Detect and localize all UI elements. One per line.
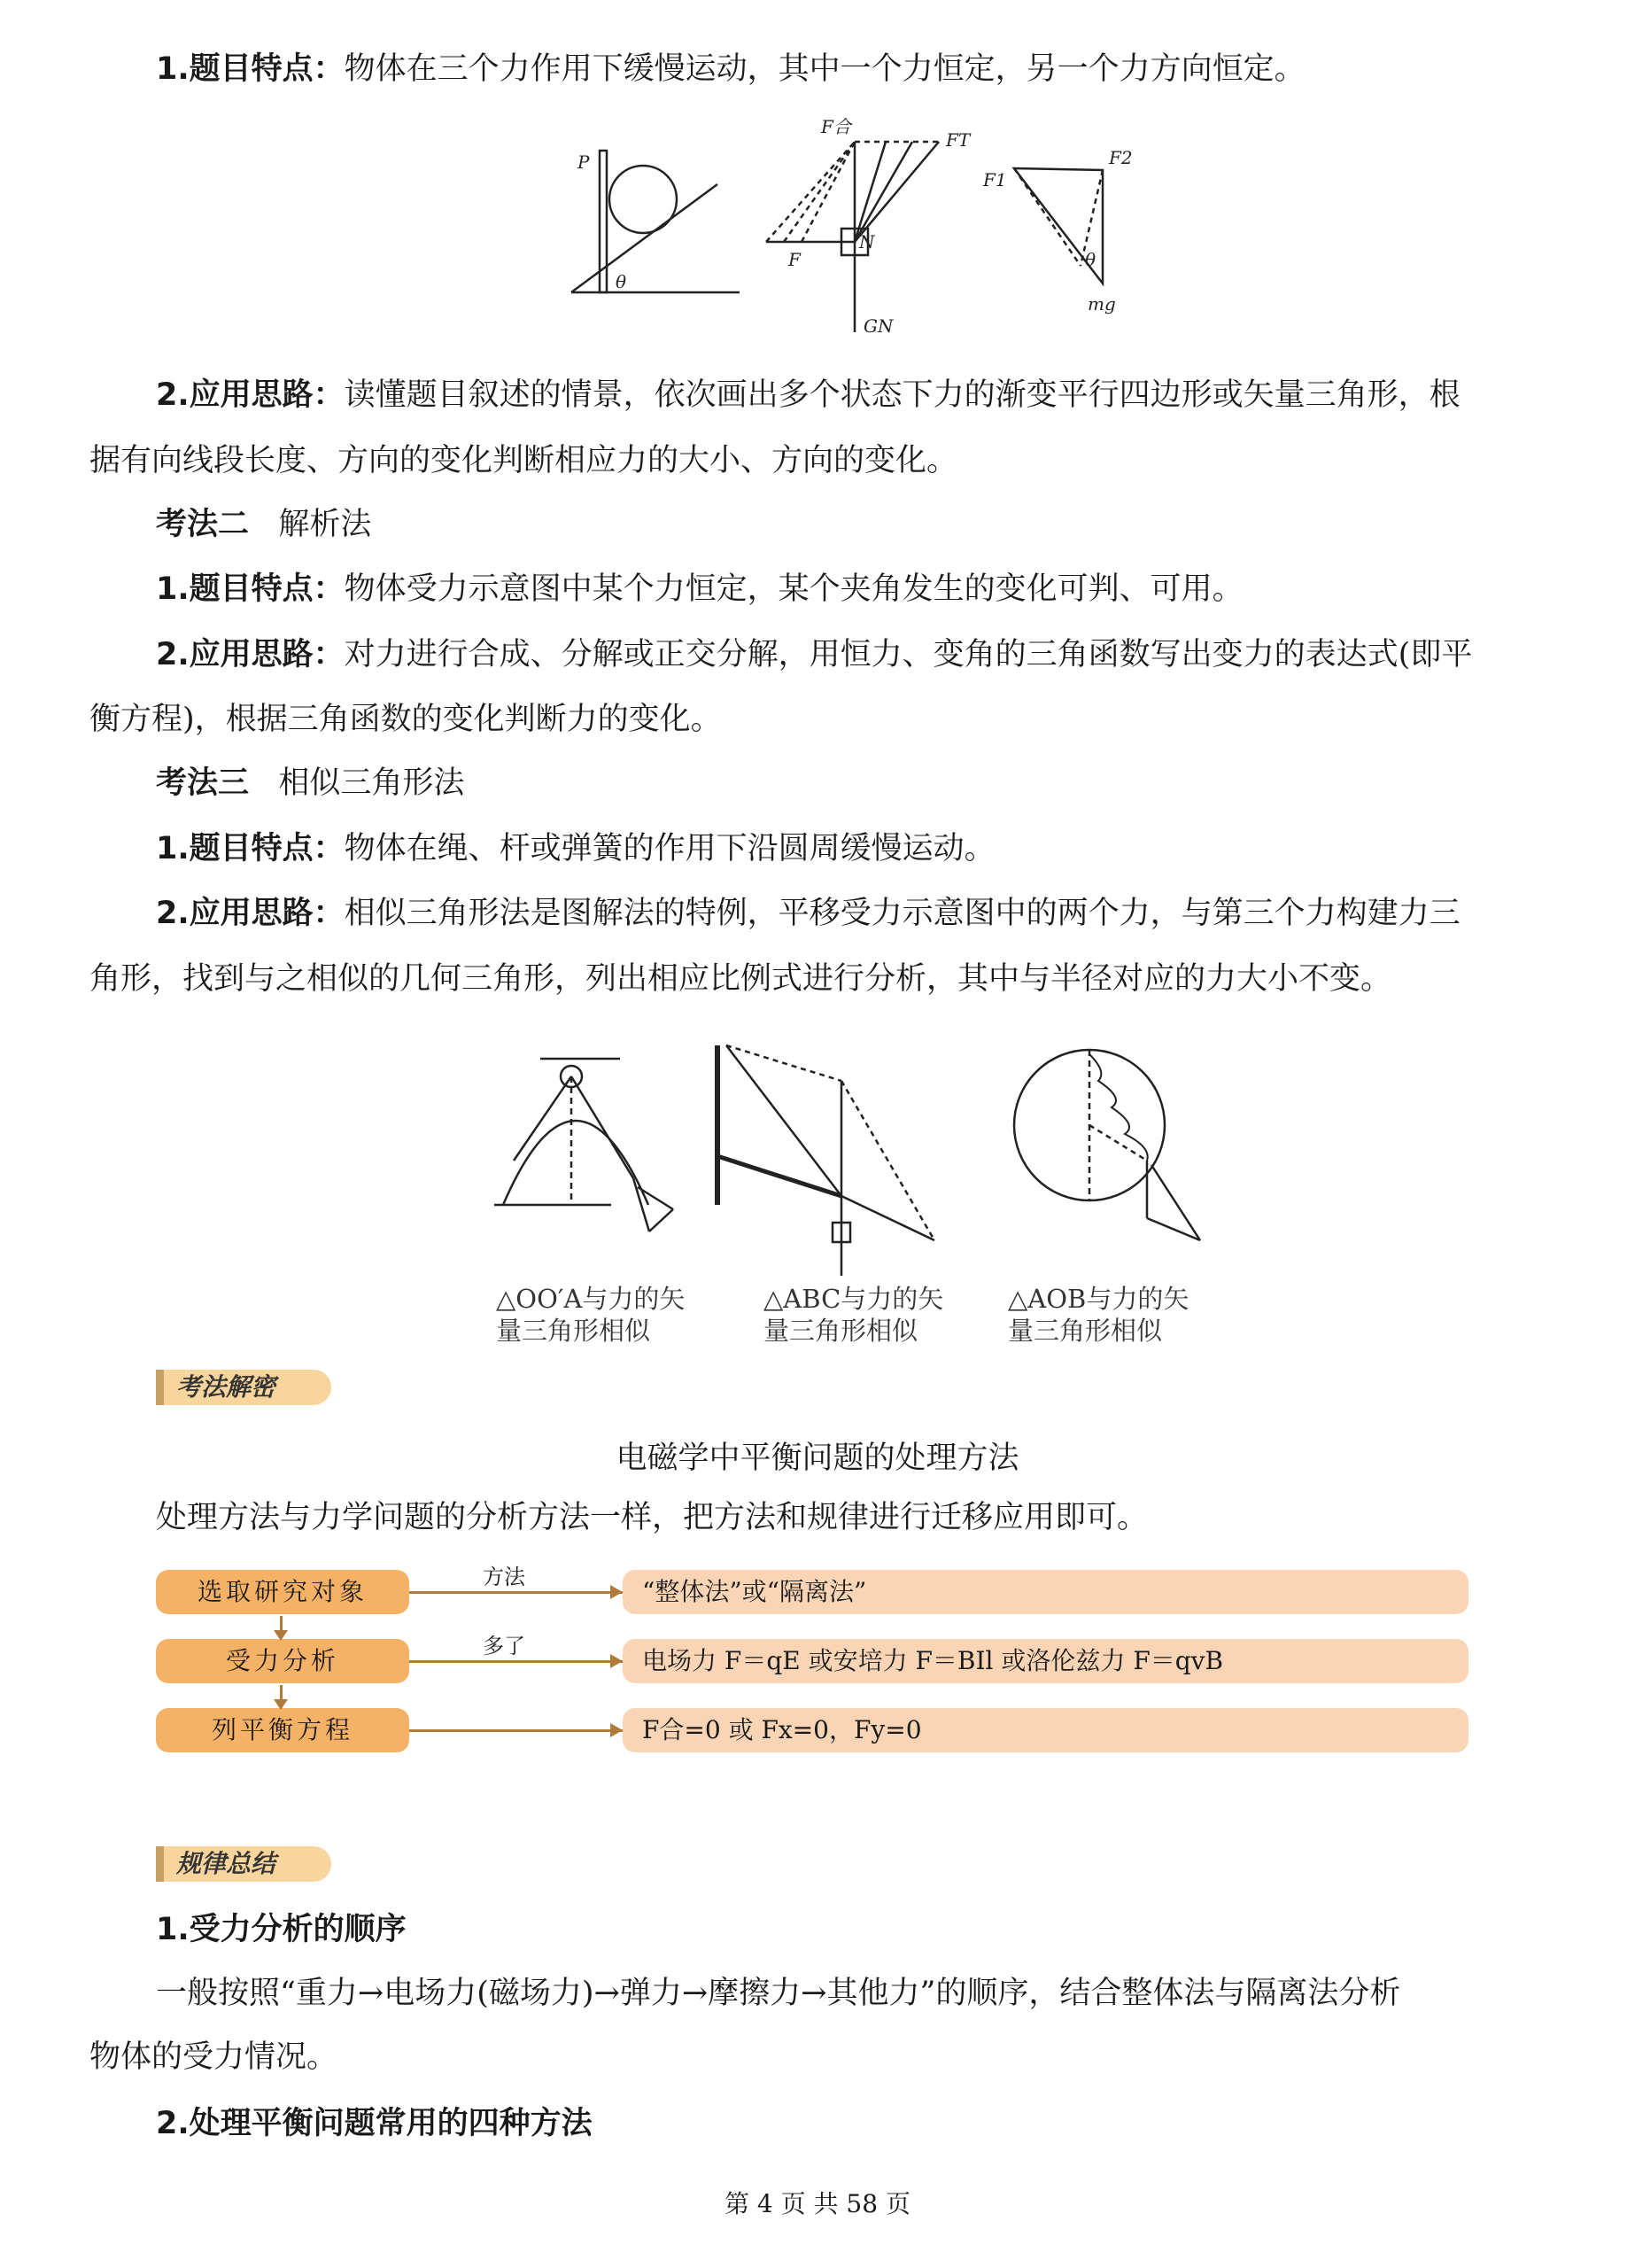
- right-arrow-icon: [409, 1660, 623, 1663]
- caption-line: △OO′A与力的矢: [496, 1284, 686, 1314]
- text: 相似三角形法: [278, 765, 465, 801]
- fig-label: P: [577, 151, 590, 173]
- section-badge: 规律总结: [156, 1846, 331, 1882]
- down-arrow-icon: [280, 1616, 283, 1637]
- text: 物体在绳、杆或弹簧的作用下沿圆周缓慢运动。: [344, 831, 996, 866]
- text: 衡方程)，根据三角函数的变化判断力的变化。: [89, 702, 722, 737]
- caption-line: 量三角形相似: [496, 1316, 651, 1346]
- text: 据有向线段长度、方向的变化判断相应力的大小、方向的变化。: [89, 443, 958, 478]
- text: 物体在三个力作用下缓慢运动，其中一个力恒定，另一个力方向恒定。: [344, 51, 1306, 87]
- arrow-label: 多了: [483, 1634, 525, 1658]
- caption-line: 量三角形相似: [763, 1316, 918, 1346]
- fig-label: θ: [616, 271, 627, 292]
- method-heading: [156, 505, 1608, 544]
- label: 考法三: [156, 765, 250, 801]
- figure-graphical-method: [567, 115, 1169, 346]
- flow-step: 受力分析: [156, 1639, 409, 1683]
- fig-label: θ: [1085, 249, 1096, 270]
- right-arrow-icon: [409, 1729, 623, 1732]
- fig-label: FT: [946, 129, 971, 151]
- fig-label: F合: [821, 116, 851, 137]
- arrow-label: 方法: [483, 1565, 525, 1589]
- subheading: 1.受力分析的顺序: [156, 1912, 407, 1947]
- paragraph: 处理方法与力学问题的分析方法一样，把方法和规律进行迁移应用即可。: [156, 1500, 1149, 1535]
- caption: [763, 1283, 943, 1347]
- paragraph: [156, 50, 1608, 89]
- label: 1.题目特点：: [156, 831, 345, 866]
- caption-line: 量三角形相似: [1008, 1316, 1163, 1346]
- text: 对力进行合成、分解或正交分解，用恒力、变角的三角函数写出变力的表达式(即平: [344, 637, 1473, 672]
- fig-label: mg: [1088, 293, 1116, 315]
- label: 考法二: [156, 507, 250, 542]
- caption: [1008, 1283, 1189, 1347]
- text: 角形，找到与之相似的几何三角形，列出相应比例式进行分析，其中与半径对应的力大小不变。: [89, 961, 1392, 997]
- flow-result: “整体法”或“隔离法”: [623, 1570, 1468, 1614]
- caption: [496, 1283, 685, 1347]
- paragraph: 物体的受力情况。: [89, 2039, 338, 2075]
- section-badge: 考法解密: [156, 1370, 331, 1405]
- fig-label: F: [788, 249, 801, 270]
- label: 2.应用思路：: [156, 637, 345, 672]
- label: 1.题目特点：: [156, 51, 345, 87]
- right-arrow-icon: [409, 1591, 623, 1594]
- flow-step: 选取研究对象: [156, 1570, 409, 1614]
- flow-step: 列平衡方程: [156, 1708, 409, 1752]
- text: 读懂题目叙述的情景，依次画出多个状态下力的渐变平行四边形或矢量三角形，根: [344, 377, 1461, 413]
- paragraph: 一般按照“重力→电场力(磁场力)→弹力→摩擦力→其他力”的顺序，结合整体法与隔离法分析: [156, 1976, 1401, 2011]
- fig-label: GN: [864, 315, 894, 337]
- fig-label: F2: [1109, 147, 1133, 168]
- flow-result: F合=0 或 Fx=0，Fy=0: [623, 1708, 1468, 1752]
- label: 1.题目特点：: [156, 571, 345, 607]
- label: 2.应用思路：: [156, 377, 345, 413]
- caption-line: △ABC与力的矢: [763, 1284, 944, 1314]
- text: 解析法: [278, 507, 372, 542]
- subheading: 2.处理平衡问题常用的四种方法: [156, 2106, 593, 2141]
- caption-line: △AOB与力的矢: [1008, 1284, 1189, 1314]
- page-footer: 第 4 页 共 58 页: [725, 2189, 910, 2218]
- text: 物体受力示意图中某个力恒定，某个夹角发生的变化可判、可用。: [344, 571, 1244, 607]
- paragraph: [156, 829, 1608, 868]
- method-heading: [156, 764, 1608, 803]
- figure-similar-triangles: [487, 1019, 1222, 1276]
- fig-label: N: [859, 231, 875, 252]
- down-arrow-icon: [280, 1685, 283, 1706]
- section-title: 电磁学中平衡问题的处理方法: [616, 1441, 1019, 1476]
- text: 相似三角形法是图解法的特例，平移受力示意图中的两个力，与第三个力构建力三: [344, 896, 1461, 931]
- flow-result: 电场力 F＝qE 或安培力 F＝BIl 或洛伦兹力 F＝qvB: [623, 1639, 1468, 1683]
- paragraph: [156, 635, 1608, 674]
- paragraph: [156, 376, 1608, 415]
- paragraph: [156, 894, 1608, 933]
- fig-label: F1: [983, 169, 1007, 190]
- label: 2.应用思路：: [156, 896, 345, 931]
- paragraph: [156, 570, 1608, 609]
